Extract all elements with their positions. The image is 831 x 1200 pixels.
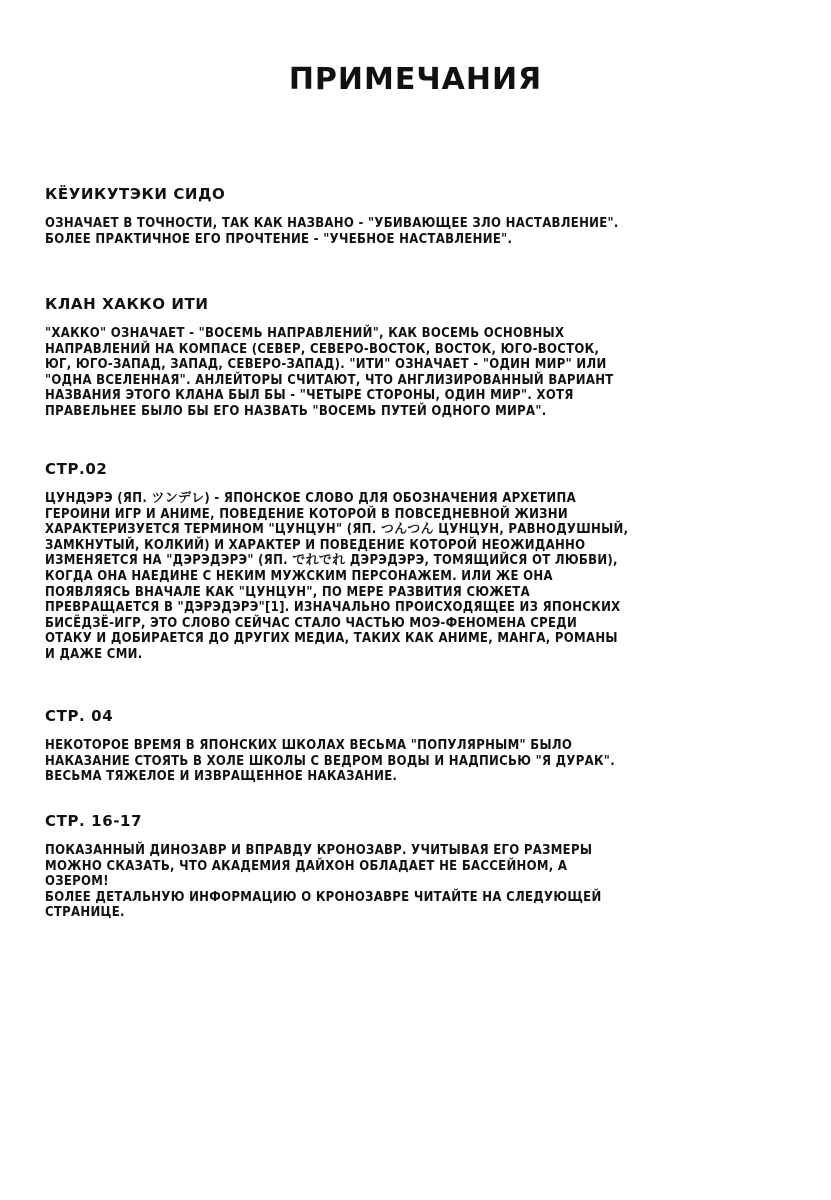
text-line: ПРАВЕЛЬНЕЕ БЫЛО БЫ ЕГО НАЗВАТЬ "ВОСЕМЬ ПУТЕЙ ОДНОГО МИРА". xyxy=(45,403,547,419)
section-text xyxy=(45,843,815,921)
text-line: НАЗВАНИЯ ЭТОГО КЛАНА БЫЛ БЫ - "ЧЕТЫРЕ СТОРОНЫ, ОДИН МИР". ХОТЯ xyxy=(45,388,574,404)
text-line: КОГДА ОНА НАЕДИНЕ С НЕКИМ МУЖСКИМ ПЕРСОНАЖЕМ. ИЛИ ЖЕ ОНА xyxy=(45,568,553,584)
text-line: ЗАМКНУТЫЙ, КОЛКИЙ) И ХАРАКТЕР И ПОВЕДЕНИЕ КОТОРОЙ НЕОЖИДАННО xyxy=(45,537,586,553)
text-line: ПОКАЗАННЫЙ ДИНОЗАВР И ВПРАВДУ КРОНОЗАВР. УЧИТЫВАЯ ЕГО РАЗМЕРЫ xyxy=(45,843,593,858)
section-heading: КЛАН ХАККО ИТИ xyxy=(45,295,209,313)
text-line: ГЕРОИНИ ИГР И АНИМЕ, ПОВЕДЕНИЕ КОТОРОЙ В ПОВСЕДНЕВНОЙ ЖИЗНИ xyxy=(45,506,568,522)
text-line: "ХАККО" ОЗНАЧАЕТ - "ВОСЕМЬ НАПРАВЛЕНИЙ", КАК ВОСЕМЬ ОСНОВНЫХ xyxy=(45,326,565,341)
text-line: ОЗНАЧАЕТ В ТОЧНОСТИ, ТАК КАК НАЗВАНО - "УБИВАЮЩЕЕ ЗЛО НАСТАВЛЕНИЕ". xyxy=(45,216,619,231)
text-line: ЦУНДЭРЭ (ЯП. ツンデレ) - ЯПОНСКОЕ СЛОВО ДЛЯ ОБОЗНАЧЕНИЯ АРХЕТИПА xyxy=(45,491,576,506)
text-line: ПРЕВРАЩАЕТСЯ В "ДЭРЭДЭРЭ"[1]. ИЗНАЧАЛЬНО ПРОИСХОДЯЩЕЕ ИЗ ЯПОНСКИХ xyxy=(45,600,621,616)
text-line: ХАРАКТЕРИЗУЕТСЯ ТЕРМИНОМ "ЦУНЦУН" (ЯП. つんつん ЦУНЦУН, РАВНОДУШНЫЙ, xyxy=(45,522,629,538)
text-line: НАКАЗАНИЕ СТОЯТЬ В ХОЛЕ ШКОЛЫ С ВЕДРОМ ВОДЫ И НАДПИСЬЮ "Я ДУРАК". xyxy=(45,753,615,769)
note-section-page-04 xyxy=(45,707,815,785)
section-heading: КЁУИКУТЭКИ СИДО xyxy=(45,185,226,203)
note-section-hakko-ichi xyxy=(45,295,815,420)
text-line: БИСЁДЗЁ-ИГР, ЭТО СЛОВО СЕЙЧАС СТАЛО ЧАСТЬЮ МОЭ-ФЕНОМЕНА СРЕДИ xyxy=(45,615,578,631)
note-section-page-02 xyxy=(45,460,815,663)
note-section-kyouikuteki-shido xyxy=(45,185,815,247)
text-line: ОТАКУ И ДОБИРАЕТСЯ ДО ДРУГИХ МЕДИА, ТАКИХ КАК АНИМЕ, МАНГА, РОМАНЫ xyxy=(45,631,618,647)
text-line: И ДАЖЕ СМИ. xyxy=(45,646,143,662)
section-text xyxy=(45,738,815,785)
text-line: СТРАНИЦЕ. xyxy=(45,905,125,921)
text-line: "ОДНА ВСЕЛЕННАЯ". АНЛЕЙТОРЫ СЧИТАЮТ, ЧТО АНГЛИЗИРОВАННЫЙ ВАРИАНТ xyxy=(45,372,614,388)
text-line: ОЗЕРОМ! xyxy=(45,874,109,890)
page-title: ПРИМЕЧАНИЯ xyxy=(288,62,543,97)
text-line: ПОЯВЛЯЯСЬ ВНАЧАЛЕ КАК "ЦУНЦУН", ПО МЕРЕ РАЗВИТИЯ СЮЖЕТА xyxy=(45,584,530,600)
section-heading: СТР. 16-17 xyxy=(45,812,143,830)
section-text xyxy=(45,216,815,247)
text-line: НАПРАВЛЕНИЙ НА КОМПАСЕ (СЕВЕР, СЕВЕРО-ВОСТОК, ВОСТОК, ЮГО-ВОСТОК, xyxy=(45,341,600,357)
text-line: НЕКОТОРОЕ ВРЕМЯ В ЯПОНСКИХ ШКОЛАХ ВЕСЬМА "ПОПУЛЯРНЫМ" БЫЛО xyxy=(45,738,573,753)
section-heading: СТР. 04 xyxy=(45,707,114,725)
text-line: БОЛЕЕ ДЕТАЛЬНУЮ ИНФОРМАЦИЮ О КРОНОЗАВРЕ ЧИТАЙТЕ НА СЛЕДУЮЩЕЙ xyxy=(45,889,602,905)
text-line: ЮГ, ЮГО-ЗАПАД, ЗАПАД, СЕВЕРО-ЗАПАД). "ИТИ" ОЗНАЧАЕТ - "ОДИН МИР" ИЛИ xyxy=(45,357,607,373)
section-text xyxy=(45,491,815,663)
text-line: БОЛЕЕ ПРАКТИЧНОЕ ЕГО ПРОЧТЕНИЕ - "УЧЕБНОЕ НАСТАВЛЕНИЕ". xyxy=(45,231,513,247)
text-line: МОЖНО СКАЗАТЬ, ЧТО АКАДЕМИЯ ДАЙХОН ОБЛАДАЕТ НЕ БАССЕЙНОМ, А xyxy=(45,858,568,874)
text-line: ВЕСЬМА ТЯЖЕЛОЕ И ИЗВРАЩЕННОЕ НАКАЗАНИЕ. xyxy=(45,769,398,785)
text-line: ИЗМЕНЯЕТСЯ НА "ДЭРЭДЭРЭ" (ЯП. でれでれ ДЭРЭДЭРЭ, ТОМЯЩИЙСЯ ОТ ЛЮБВИ), xyxy=(45,553,618,569)
section-heading: СТР.02 xyxy=(45,460,108,478)
note-section-page-16-17 xyxy=(45,812,815,921)
section-text xyxy=(45,326,815,420)
